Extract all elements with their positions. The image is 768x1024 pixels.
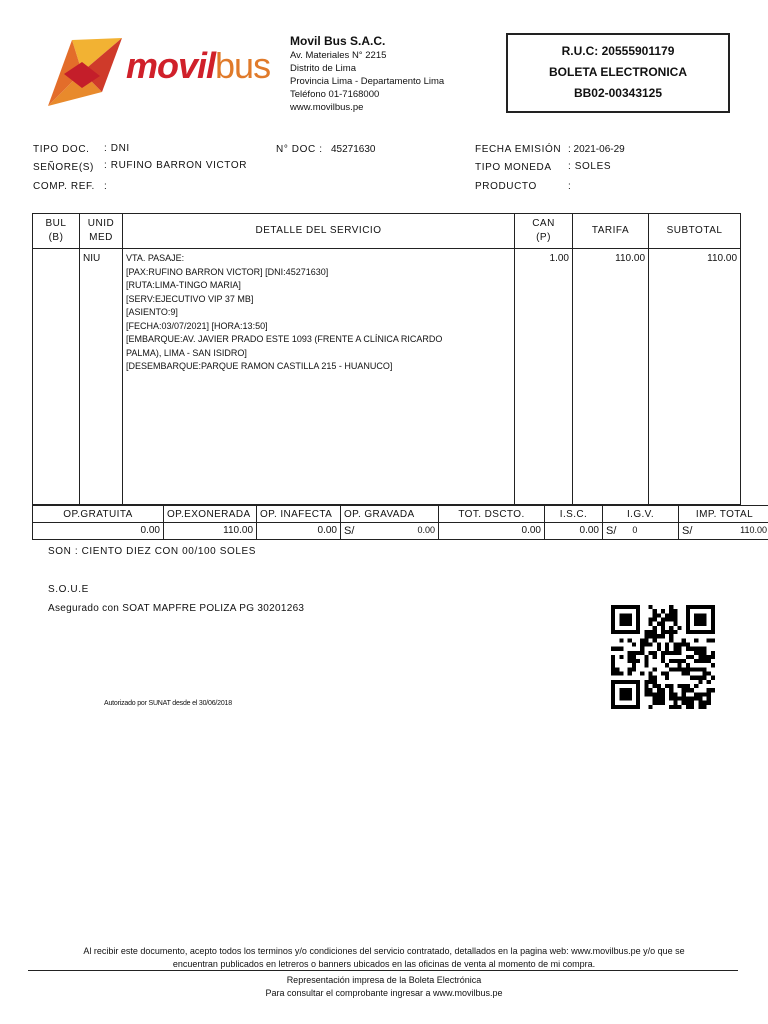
producto-label: PRODUCTO (475, 181, 537, 192)
fecha-emision-value: : 2021-06-29 (568, 144, 625, 155)
detalle-line: [DESEMBARQUE:PARQUE RAMON CASTILLA 215 - HUANUCO] (126, 361, 393, 371)
op-inafecta-value: 0.00 (257, 523, 341, 540)
cell-detalle (123, 249, 515, 505)
imp-total-header: IMP. TOTAL (679, 506, 768, 523)
senores-label: SEÑORE(S) (33, 162, 94, 173)
tipo-moneda-label: TIPO MONEDA (475, 162, 552, 173)
company-phone: Teléfono 01-7168000 (290, 89, 380, 100)
comp-ref-value: : (104, 181, 108, 192)
op-exonerada-header: OP.EXONERADA (164, 506, 257, 523)
producto-value: : (568, 181, 571, 192)
op-gratuita-value: 0.00 (33, 523, 164, 540)
ruc-number: R.U.C: 20555901179 (561, 44, 675, 58)
cell-can: 1.00 (515, 249, 573, 505)
company-district: Distrito de Lima (290, 63, 356, 74)
totals-value-row (33, 523, 768, 540)
cell-bul (33, 249, 80, 505)
logo-word-movil: movil (126, 45, 216, 86)
company-logo (44, 30, 274, 110)
document-number: BB02-00343125 (573, 86, 663, 100)
col-header-can: CAN (P) (515, 214, 573, 249)
footer-divider (28, 970, 738, 971)
detalle-line: PALMA), LIMA - SAN ISIDRO] (126, 347, 247, 358)
amount-in-words: SON : CIENTO DIEZ CON 00/100 SOLES (48, 546, 257, 557)
company-name: Movil Bus S.A.C. (290, 34, 386, 48)
detalle-line: [SERV:EJECUTIVO VIP 37 MB] (126, 293, 254, 304)
detalle-line: [PAX:RUFINO BARRON VICTOR] [DNI:45271630] (126, 266, 329, 277)
senores-value: : RUFINO BARRON VICTOR (104, 160, 248, 171)
table-row (33, 249, 741, 505)
logo-mark-icon (44, 30, 124, 110)
document-id-box (506, 33, 730, 113)
isc-value: 0.00 (545, 523, 603, 540)
currency-prefix: S/ (344, 525, 355, 537)
col-header-tarifa: TARIFA (573, 214, 649, 249)
igv-header: I.G.V. (603, 506, 679, 523)
tot-dscto-header: TOT. DSCTO. (439, 506, 545, 523)
tipo-moneda-value: : SOLES (568, 161, 612, 172)
op-inafecta-header: OP. INAFECTA (257, 506, 341, 523)
imp-total-value: 110.00 (740, 525, 767, 536)
igv-cell (603, 523, 679, 540)
cell-subtotal: 110.00 (649, 249, 741, 505)
cell-unid: NIU (80, 249, 123, 505)
footer-consult: Para consultar el comprobante ingresar a www.movilbus.pe (265, 988, 503, 998)
footer-terms-line-2: encuentran publicados en letreros o banners ubicados en las oficinas de venta al momento de mi compra. (172, 959, 596, 969)
totals-table (32, 505, 768, 540)
imp-total-cell (679, 523, 768, 540)
igv-value: 0 (632, 525, 638, 536)
tipo-doc-label: TIPO DOC. (33, 144, 90, 155)
document-type: BOLETA ELECTRONICA (549, 65, 687, 79)
totals-header-row (33, 506, 768, 523)
comp-ref-label: COMP. REF. (33, 181, 95, 192)
company-web: www.movilbus.pe (290, 102, 364, 113)
n-doc-label: N° DOC : (276, 144, 323, 155)
company-info (290, 34, 444, 114)
detalle-line: [FECHA:03/07/2021] [HORA:13:50] (126, 320, 268, 331)
op-gravada-cell (341, 523, 439, 540)
company-province: Provincia Lima - Departamento Lima (290, 76, 445, 87)
col-header-bul: BUL (B) (33, 214, 80, 249)
soue-note: S.O.U.E (48, 584, 89, 595)
op-gratuita-header: OP.GRATUITA (33, 506, 164, 523)
detalle-line: [EMBARQUE:AV. JAVIER PRADO ESTE 1093 (FRENTE A CLÍNICA RICARDO (126, 334, 443, 344)
detalle-line: VTA. PASAJE: (126, 253, 185, 263)
logo-word-bus: bus (215, 45, 271, 86)
items-header-row (33, 214, 741, 249)
col-header-subtotal: SUBTOTAL (649, 214, 741, 249)
col-header-detalle: DETALLE DEL SERVICIO (123, 214, 515, 249)
tipo-doc-value: : DNI (104, 143, 130, 154)
isc-header: I.S.C. (545, 506, 603, 523)
op-gravada-value: 0.00 (417, 525, 435, 536)
fecha-emision-label: FECHA EMISIÓN (475, 144, 562, 155)
qr-code (611, 604, 715, 710)
tot-dscto-value: 0.00 (439, 523, 545, 540)
company-address: Av. Materiales N° 2215 (290, 50, 387, 61)
currency-prefix: S/ (606, 525, 617, 537)
detalle-line: [ASIENTO:9] (126, 307, 178, 317)
footer-representation: Representación impresa de la Boleta Electrónica (286, 975, 482, 985)
sunat-authorization: Autorizado por SUNAT desde el 30/06/2018 (104, 700, 232, 707)
items-table (32, 213, 741, 505)
op-gravada-header: OP. GRAVADA (341, 506, 439, 523)
detalle-line: [RUTA:LIMA-TINGO MARIA] (126, 280, 241, 290)
qr-code-icon (611, 604, 715, 710)
logo-wordmark (126, 46, 270, 86)
insurance-note: Asegurado con SOAT MAPFRE POLIZA PG 30201263 (48, 603, 305, 614)
n-doc-value: 45271630 (331, 144, 376, 155)
col-header-unid: UNID MED (80, 214, 123, 249)
op-exonerada-value: 110.00 (164, 523, 257, 540)
cell-tarifa: 110.00 (573, 249, 649, 505)
currency-prefix: S/ (682, 525, 693, 537)
footer-terms-line-1: Al recibir este documento, acepto todos los terminos y/o condiciones del servicio contratado, detallados en la pagina web: www.movilbus.pe y/o que se (83, 946, 685, 956)
